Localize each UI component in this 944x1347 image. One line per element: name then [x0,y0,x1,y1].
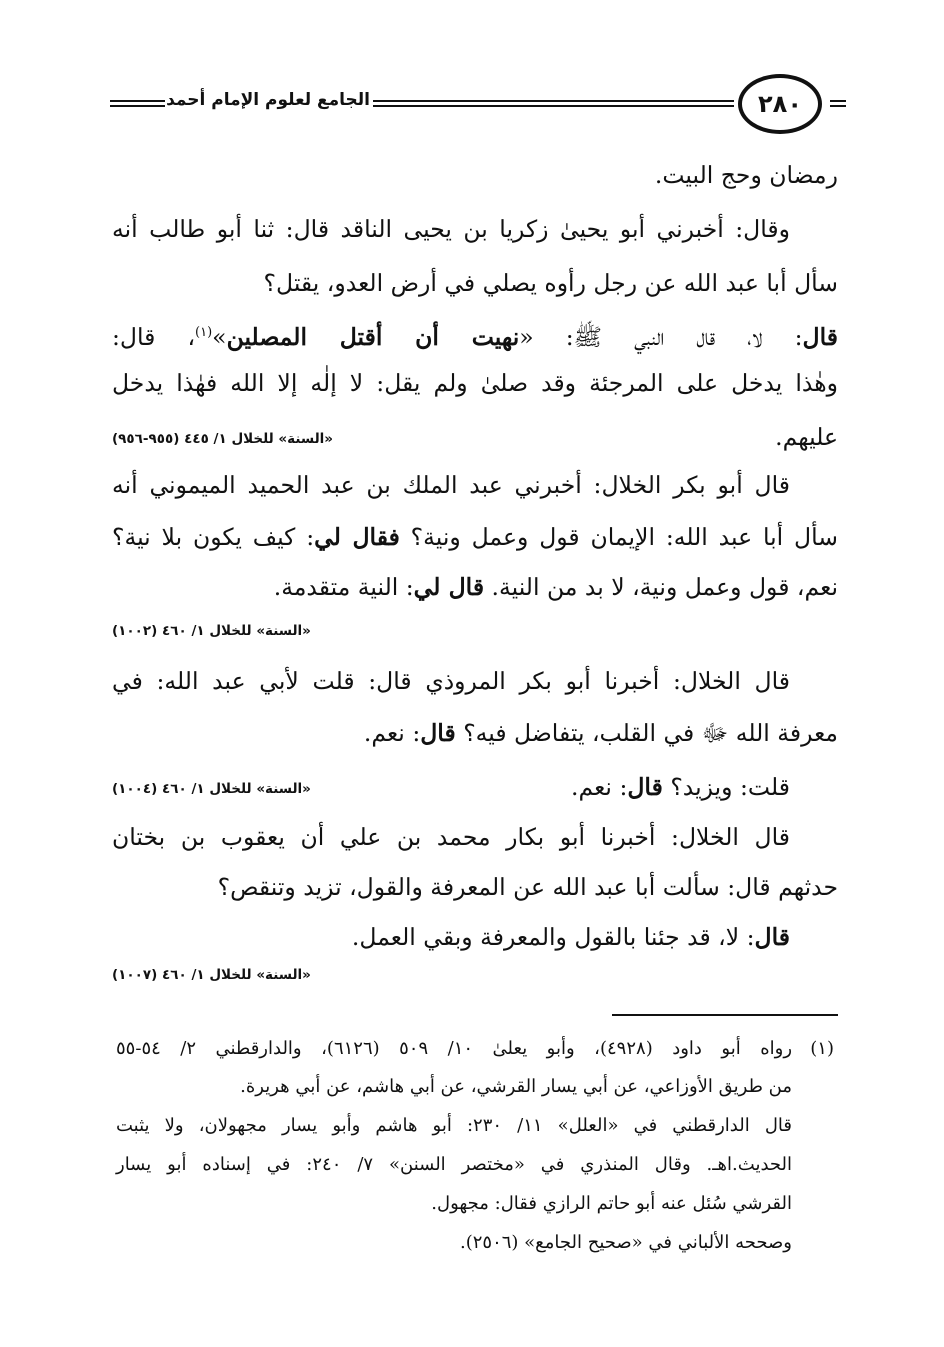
text-line: قال الخلال: أخبرنا أبو بكار محمد بن علي أن يعقوب بن بختان [112,823,790,851]
text-line [112,562,838,612]
footnote-line: من طريق الأوزاعي، عن أبي يسار القرشي، عن أبي هاشم، عن أبي هريرة. [240,1076,792,1097]
text-span: ، قال: [112,322,196,351]
text-line: وهٰذا يدخل على المرجئة وقد صلىٰ ولم يقل: لا إلٰه إلا الله فهٰذا يدخل [112,369,838,397]
header-rule-middle [373,100,734,107]
page-number: ٢٨٠ [738,74,822,134]
footnote-ref: (١) [195,325,213,340]
text-span: سأل أبا عبد الله: الإيمان قول وعمل ونية؟ [410,523,838,551]
text-line: سأل أبا عبد الله عن رجل رأوه يصلي في أرض العدو، يقتل؟ [263,269,838,297]
bold-phrase: قال [627,773,663,801]
text-line: قال الخلال: أخبرنا أبو بكر المروذي قال: قلت لأبي عبد الله: في [112,667,790,695]
text-span: معرفة الله ﷻ في القلب، يتفاضل فيه؟ [463,719,838,747]
hadith-quote: نهيت أن أقتل المصلين [226,322,520,351]
text-line [112,412,838,462]
text-line [112,308,838,358]
footnote-line: الحديث.اهـ. وقال المنذري في «مختصر السنن» ٧/ ٢٤٠: في إسناده أبو يسار [116,1154,793,1175]
text-span: رواه أبو داود (٤٩٢٨)، وأبو يعلىٰ ١٠/ ٥٠٩ (٦١٢٦)، والدارقطني ٢/ ٥٤-٥٥ [116,1038,793,1059]
footnote-line: قال الدارقطني في «العلل» ١١/ ٢٣٠: أبو هاشم وأبو يسار مجهولان، ولا يثبت [116,1115,792,1136]
footnote-number: (١) [810,1038,834,1059]
text-span: : لا، قد جئنا بالقول والمعرفة وبقي العمل. [351,923,755,951]
bold-phrase: قال لي [413,573,485,601]
footnote-line: وصححه الألباني في «صحيح الجامع» (٢٥٠٦). [460,1232,792,1253]
text-line [112,762,838,812]
text-line: رمضان وحج البيت. [654,161,838,189]
bold-phrase: فقال لي [314,523,400,551]
text-line [112,512,838,562]
text-line: حدثهم قال: سألت أبا عبد الله عن المعرفة والقول، تزيد وتنقص؟ [217,873,838,901]
text-span: : لا، قال النبي ﷺ: « [519,322,803,351]
text-line: قال أبو بكر الخلال: أخبرني عبد الملك بن عبد الحميد الميموني أنه [112,471,790,499]
text-span: : كيف يكون بلا نية؟ [112,523,315,551]
text-span: نعم، قول وعمل ونية، لا بد من النية. [491,573,838,601]
source-citation: «السنة» للخلال ١/ ٤٦٠ (١٠٠٧) [112,967,311,983]
header-rule-right [830,100,846,107]
running-title: الجامع لعلوم الإمام أحمد [166,90,370,110]
source-citation: «السنة» للخلال ١/ ٤٤٥ (٩٥٥-٩٥٦) [112,431,333,447]
source-citation: «السنة» للخلال ١/ ٤٦٠ (١٠٠٢) [112,623,311,639]
text-line [112,708,838,758]
footnote-line [116,1030,834,1068]
bold-phrase: قال [420,719,456,747]
bold-qala: قال [754,923,790,951]
header-rule-left [110,100,165,107]
page-header [110,72,846,136]
footnote-separator [612,1014,838,1016]
footnote-line: القرشي سُئل عنه أبو حاتم الرازي فقال: مجهول. [431,1193,792,1214]
bold-qala: قال [802,322,838,351]
text-line: وقال: أخبرني أبو يحيىٰ زكريا بن يحيى الناقد قال: ثنا أبو طالب أنه [112,215,790,243]
text-span: عليهم. [775,423,838,451]
source-citation: «السنة» للخلال ١/ ٤٦٠ (١٠٠٤) [112,781,311,797]
text-span: : النية متقدمة. [273,573,414,601]
text-line [112,912,838,962]
text-span: » [212,322,227,351]
text-span: : نعم. [363,719,421,747]
text-span: قلت: ويزيد؟ [670,773,790,801]
text-span: : نعم. [570,773,628,801]
